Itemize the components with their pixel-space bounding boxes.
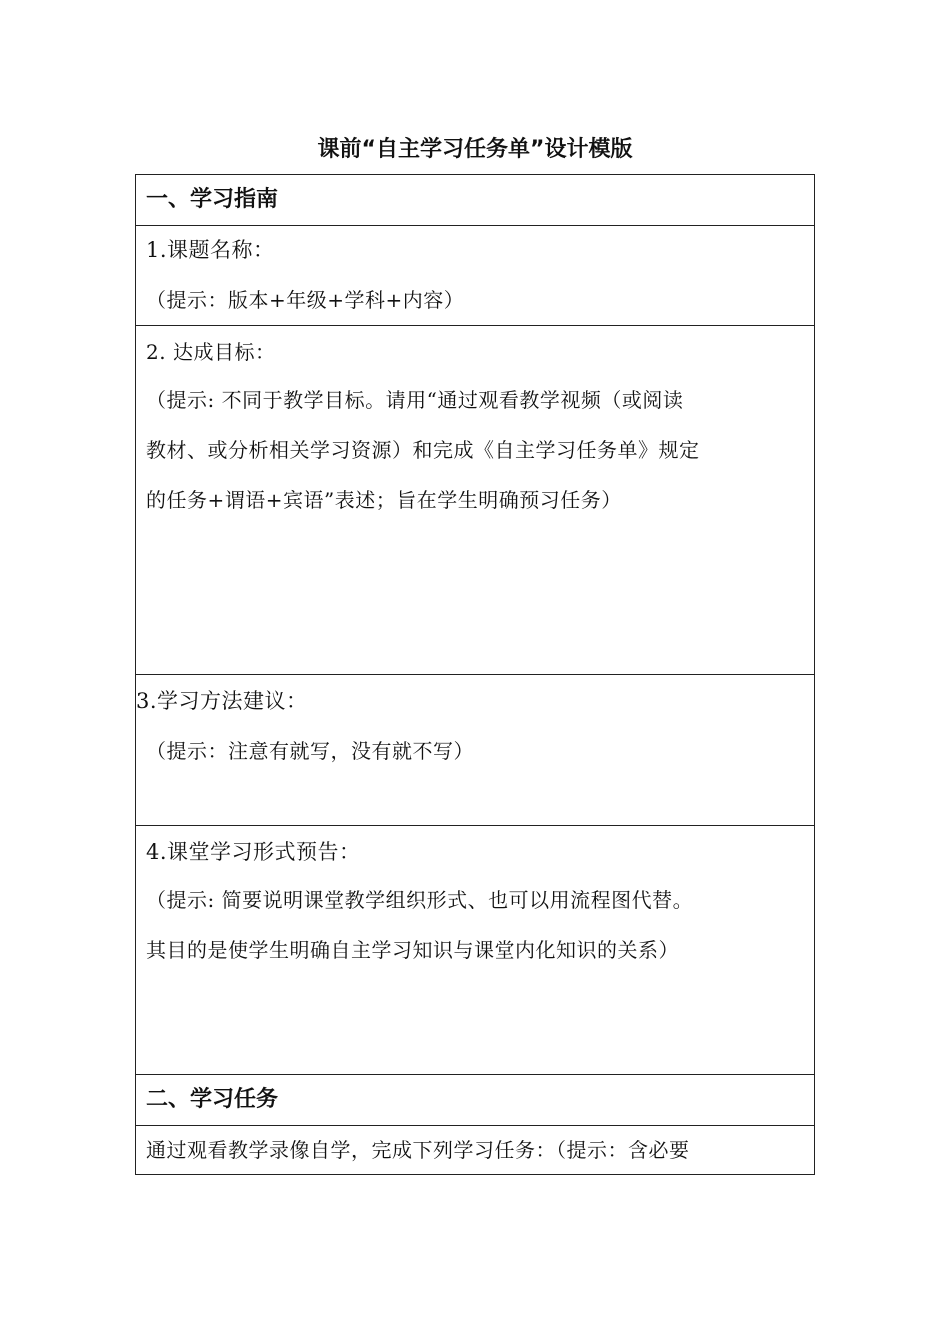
class-format-hint-line: （提示: 简要说明课堂教学组织形式、也可以用流程图代替。 bbox=[146, 888, 694, 912]
task-sheet-table bbox=[135, 174, 815, 1175]
learning-goals-label: 2. 达成目标： bbox=[146, 340, 276, 364]
topic-name-hint: （提示：版本+年级+学科+内容） bbox=[146, 288, 465, 312]
topic-name-cell bbox=[136, 226, 814, 326]
class-format-hint-line: 其目的是使学生明确自主学习知识与课堂内化知识的关系） bbox=[146, 938, 679, 962]
section-two-heading: 二、学习任务 bbox=[136, 1075, 814, 1126]
topic-name-label: 1.课题名称： bbox=[146, 238, 275, 262]
learning-goals-hint-line: （提示: 不同于教学目标。请用“通过观看教学视频（或阅读 bbox=[146, 388, 684, 412]
class-format-label: 4.课堂学习形式预告： bbox=[146, 840, 361, 864]
learning-goals-hint-line: 的任务+谓语+宾语”表述；旨在学生明确预习任务） bbox=[146, 488, 622, 512]
learning-goals-hint-line: 教材、或分析相关学习资源）和完成《自主学习任务单》规定 bbox=[146, 438, 700, 462]
learning-tasks-cell bbox=[136, 1126, 814, 1174]
learning-tasks-text: 通过观看教学录像自学，完成下列学习任务：（提示：含必要 bbox=[146, 1138, 690, 1162]
study-method-cell bbox=[136, 675, 814, 826]
study-method-hint: （提示：注意有就写，没有就不写） bbox=[146, 739, 474, 763]
section-one-heading: 一、学习指南 bbox=[136, 175, 814, 226]
study-method-label: 3.学习方法建议： bbox=[136, 689, 308, 713]
learning-goals-cell bbox=[136, 326, 814, 675]
class-format-cell bbox=[136, 826, 814, 1075]
document-title: 课前“自主学习任务单”设计模版 bbox=[317, 137, 633, 162]
